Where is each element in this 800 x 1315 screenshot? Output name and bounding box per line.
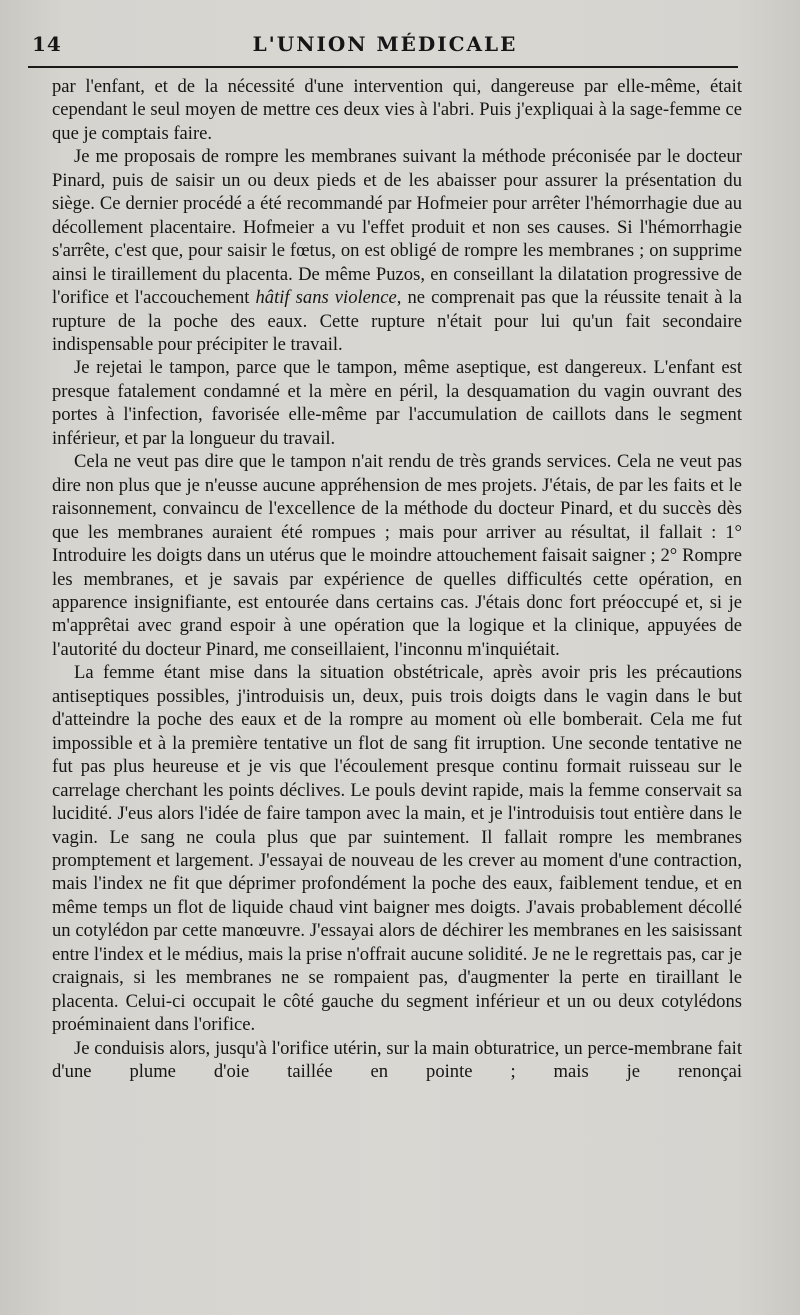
paragraph (52, 1037, 742, 1084)
text-run: Cela ne veut pas dire que le tampon n'ait rendu de très grands services. Cela ne veut pas dire non plus que je n'eusse aucune appréhension de mes projets. J'étais, de par les faits et le raisonnement, convaincu de l'excellence de la méthode du docteur Pinard, et du succès dès que les membranes auraient été rompues ; mais pour arriver au résultat, il fallait : 1° Introduire les doigts dans un utérus que le moindre attouchement faisait saigner ; 2° Rompre les membranes, et je savais par expérience de quelles difficultés cette opération, en apparence insignifiante, est entourée dans certains cas. J'étais donc fort préoccupé et, si je m'apprêtai avec grand espoir à une opération que la logique et la clinique, appuyées de l'autorité du docteur Pinard, me conseillaient, l'inconnu m'inquiétait. (52, 451, 742, 660)
page-header (30, 30, 740, 60)
paragraph (52, 661, 742, 1036)
article-body (52, 75, 742, 1083)
text-run: Je me proposais de rompre les membranes suivant la méthode préconisée par le docteur Pinard, puis de saisir un ou deux pieds et de les abaisser pour assurer la présentation du siège. Ce dernier procédé a été recommandé par Hofmeier pour arrêter l'hémorrhagie due au décollement placentaire. Hofmeier a vu l'effet produit et non ses causes. Si l'hémorrhagie s'arrête, c'est que, pour saisir le fœtus, on est obligé de rompre les membranes ; on supprime ainsi le tiraillement du placenta. De même Puzos, en conseillant la dilatation progressive de l'orifice et l'accouchement (52, 146, 742, 309)
page-number: 14 (32, 32, 62, 56)
header-rule (28, 66, 738, 68)
text-run: Je rejetai le tampon, parce que le tampon, même aseptique, est dangereux. L'enfant est presque fatalement condamné et la mère en péril, la desquamation du vagin ouvrant des portes à l'infection, favorisée elle-même par l'accumulation de caillots dans le segment inférieur, et par la longueur du travail. (52, 357, 742, 449)
paragraph (52, 450, 742, 661)
text-run: , ne comprenait pas que la réussite tenait à la rupture de la poche des eaux. Cette rupture n'était pour lui qu'un fait secondaire indispensable pour précipiter le travail. (52, 287, 742, 355)
text-run: La femme étant mise dans la situation obstétricale, après avoir pris les précautions antiseptiques possibles, j'introduisis un, deux, puis trois doigts dans le vagin dans le but d'atteindre la poche des eaux et de la rompre au moment où elle bomberait. Cela me fut impossible et à la première tentative un flot de sang fit irruption. Une seconde tentative ne fut pas plus heureuse et je vis que l'écoulement presque continu formait ruisseau sur le carrelage cherchant les points déclives. Le pouls devint rapide, mais la femme conservait sa lucidité. J'eus alors l'idée de faire tampon avec la main, et je l'introduisis tout entière dans le vagin. Le sang ne coula plus que par suintement. Il fallait rompre les membranes promptement et largement. J'essayai de nouveau de les crever au moment d'une contraction, mais l'index ne fit que déprimer profondément la poche des eaux, faiblement tendue, et en même temps un flot de liquide chaud vint baigner mes doigts. J'avais probablement décollé un cotylédon par cette manœuvre. J'essayai alors de déchirer les membranes en les saisissant entre l'index et le médius, mais la prise n'offrait aucune solidité. Je ne le regrettais pas, car je craignais, si les membranes ne se rompaient pas, d'augmenter la perte en tiraillant le placenta. Celui-ci occupait le côté gauche du segment inférieur et un ou deux cotylédons proéminaient dans l'orifice. (52, 662, 742, 1036)
paragraph (52, 145, 742, 356)
italic-phrase: hâtif sans violence (255, 287, 397, 309)
paragraph (52, 75, 742, 145)
paragraph (52, 356, 742, 450)
text-run: Je conduisis alors, jusqu'à l'orifice utérin, sur la main obturatrice, un perce-membrane fait d'une plume d'oie taillée en pointe ; mais je renonçai (52, 1037, 742, 1083)
running-title: L'UNION MÉDICALE (252, 32, 518, 56)
text-run: par l'enfant, et de la nécessité d'une intervention qui, dangereuse par elle-même, était cependant le seul moyen de mettre ces deux vies à l'abri. Puis j'expliquai à la sage-femme ce que je comptais faire. (52, 76, 742, 144)
